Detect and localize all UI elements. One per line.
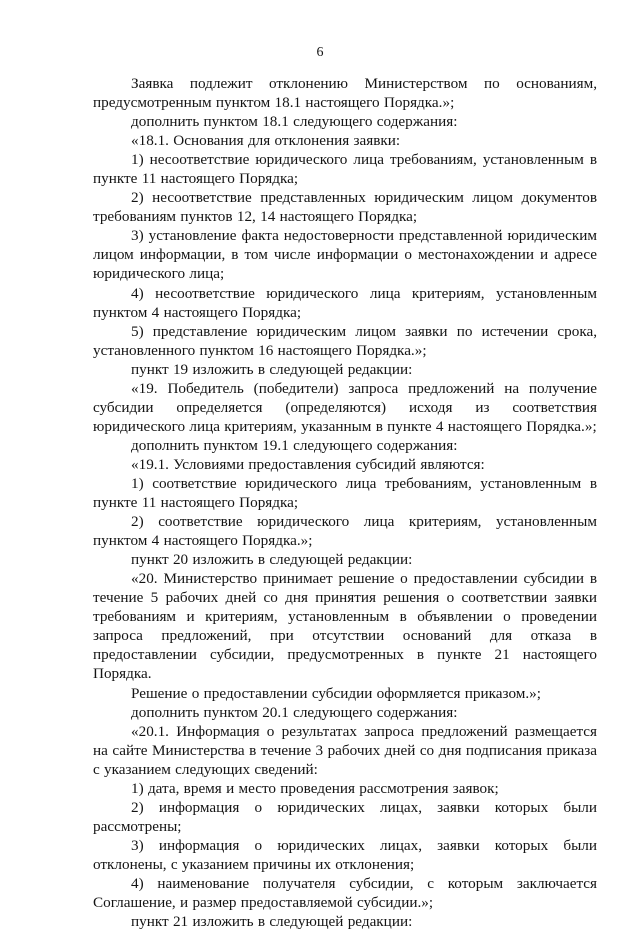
paragraph: «19. Победитель (победители) запроса предложений на получение субсидии определяется (определяются) исходя из соответствия юридического лица критериям, указанным в пункте 4 настоящего Порядка.»; bbox=[93, 379, 597, 435]
paragraph: «20.1. Информация о результатах запроса предложений размещается на сайте Министерства в течение 3 рабочих дней со дня подписания приказа с указанием следующих сведений: bbox=[93, 722, 597, 778]
list-item: 3) информация о юридических лицах, заявки которых были отклонены, с указанием причины их отклонения; bbox=[93, 836, 597, 873]
document-body bbox=[93, 74, 597, 931]
list-item: 4) несоответствие юридического лица критериям, установленным пунктом 4 настоящего Порядка; bbox=[93, 284, 597, 321]
paragraph: дополнить пунктом 18.1 следующего содержания: bbox=[131, 113, 458, 131]
paragraph: «19.1. Условиями предоставления субсидий являются: bbox=[131, 455, 485, 473]
paragraph: пункт 20 изложить в следующей редакции: bbox=[131, 551, 413, 569]
list-item: 3) установление факта недостоверности представленной юридическим лицом информации, в том числе информации о местонахождении и адресе юридического лица; bbox=[93, 227, 597, 283]
paragraph: дополнить пунктом 20.1 следующего содержания: bbox=[131, 703, 458, 721]
paragraph: пункт 19 изложить в следующей редакции: bbox=[131, 360, 413, 378]
paragraph: «20. Министерство принимает решение о предоставлении субсидии в течение 5 рабочих дней со дня принятия решения о соответствии заявки требованиям и критериям, установленным в объявлении о проведении запроса предложений, при отсутствии оснований для отказа в предоставлении субсидии, предусмотренных в пункте 21 настоящего Порядка. bbox=[93, 570, 597, 683]
list-item: 2) несоответствие представленных юридическим лицом документов требованиям пунктов 12, 14 настоящего Порядка; bbox=[93, 189, 597, 226]
list-item: 1) несоответствие юридического лица требованиям, установленным в пункте 11 настоящего Порядка; bbox=[93, 151, 597, 188]
paragraph: пункт 21 изложить в следующей редакции: bbox=[131, 913, 413, 931]
list-item: 5) представление юридическим лицом заявки по истечении срока, установленного пунктом 16 настоящего Порядка.»; bbox=[93, 322, 597, 359]
page-number: 6 bbox=[316, 45, 324, 60]
paragraph: Решение о предоставлении субсидии оформляется приказом.»; bbox=[131, 684, 541, 702]
paragraph: дополнить пунктом 19.1 следующего содержания: bbox=[131, 436, 458, 454]
list-item: 1) соответствие юридического лица требованиям, установленным в пункте 11 настоящего Порядка; bbox=[93, 474, 597, 512]
list-item: 1) дата, время и место проведения рассмотрения заявок; bbox=[131, 779, 499, 797]
list-item: 4) наименование получателя субсидии, с которым заключается Соглашение, и размер предоставляемой субсидии.»; bbox=[93, 874, 597, 912]
paragraph: Заявка подлежит отклонению Министерством по основаниям, предусмотренным пунктом 18.1 настоящего Порядка.»; bbox=[93, 75, 597, 112]
list-item: 2) соответствие юридического лица критериям, установленным пунктом 4 настоящего Порядка.»; bbox=[93, 513, 597, 550]
paragraph: «18.1. Основания для отклонения заявки: bbox=[131, 132, 401, 150]
list-item: 2) информация о юридических лицах, заявки которых были рассмотрены; bbox=[93, 798, 597, 835]
